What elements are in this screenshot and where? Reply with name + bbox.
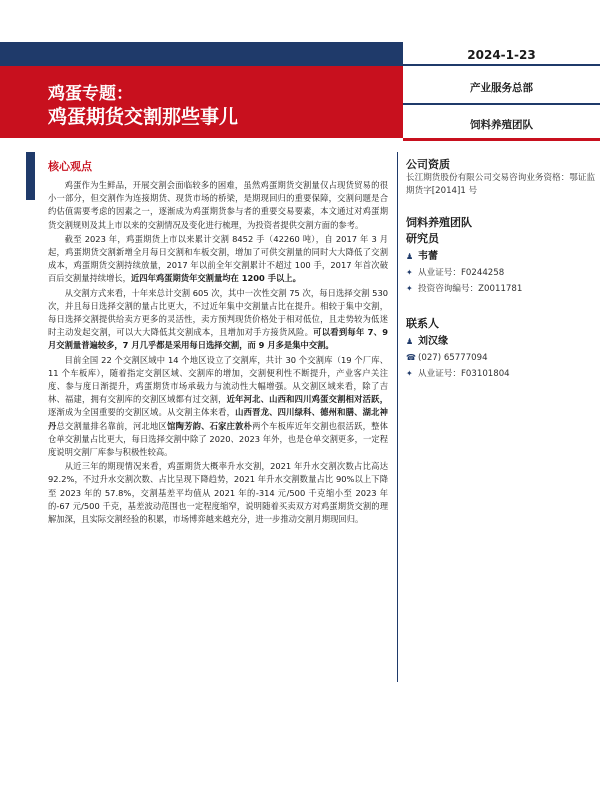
- person-icon: ♟: [406, 337, 414, 346]
- paragraph-2: 截至 2023 年，鸡蛋期货上市以来累计交割 8452 手（42260 吨），自 2017 年 3 月起，鸡蛋期货交割新增全月每日交割和车板交割，增加了可供交割量的同时大大降低了交割成本，鸡蛋期货交割持续放量，2017 年以前全年交割累计不超过 100 手，2017 年首次破百后交割量持续增长，近四年鸡蛋期货年交割量均在 1200 手以上。: [48, 233, 388, 284]
- company-heading: 公司资质: [406, 158, 450, 171]
- report-date: 2024-1-23: [467, 48, 536, 62]
- paragraph-4: 目前全国 22 个交割区域中 14 个地区设立了交割库，共计 30 个交割库（19 个厂库、11 个车板库），随着指定交割区域、交割库的增加，交割便利性不断提升，产业客户关注度、参与度日渐提升，鸡蛋期货市场承载力与流动性大幅增强。从交割区域来看，除了吉林、福建，拥有交割库的交割区域都有过交割，近年河北、山西和四川鸡蛋交割相对活跃，逐渐成为全国重要的交割区域。从交割主体来看，山西晋龙、四川绿科、德州和膳、湖北神丹总交割量排名靠前，河北地区馆陶芳韵、石家庄敦朴两个车板库近年交割也很活跃，整体仓单交割量占比更大，每日选择交割中除了 2020、2023 年外，也是仓单交割更多，一定程度说明交割厂库参与积极性较高。: [48, 354, 388, 458]
- contact-heading: 联系人: [406, 317, 439, 330]
- core-view-heading: 核心观点: [48, 160, 92, 173]
- researcher-license: ✦ 从业证号：F0244258: [406, 265, 596, 281]
- report-title-line2: 鸡蛋期货交割那些事儿: [48, 106, 239, 128]
- company-qualification: 长江期货股份有限公司交易咨询业务资格：鄂证监期货字[2014]1 号: [406, 173, 596, 196]
- report-title-line1: 鸡蛋专题：: [48, 84, 133, 104]
- header-divider: [403, 103, 600, 105]
- department-label: 产业服务总部: [470, 82, 533, 94]
- bullet-icon: ✦: [406, 268, 413, 277]
- paragraph-5: 从近三年的期现情况来看，鸡蛋期货大概率升水交割，2021 年升水交割次数占比高达 92.2%，不过升水交割次数、占比呈现下降趋势，2021 年升水交割数量占比 90%以上下降至 2023 年的 57.8%，交割基差平均值从 2021 年的-314 元/500 千克缩小至 2023 年的-67 元/500 千克，基差波动范围也一定程度缩窄，说明随着买卖双方对鸡蛋期货交割的理解加深，且实际交割经验的积累，市场博弈越来越充分，进一步推动交割月期现回归。: [48, 461, 388, 525]
- contact-phone: ☎ (027) 65777094: [406, 350, 596, 366]
- researcher-heading: 研究员: [406, 232, 439, 245]
- researcher-advisory: ✦ 投资咨询编号：Z0011781: [406, 281, 596, 297]
- researcher-name: ♟ 韦蕾: [406, 249, 596, 265]
- bullet-icon: ✦: [406, 369, 413, 378]
- contact-name: ♟ 刘汉缘: [406, 334, 596, 350]
- header-top-bar: [0, 42, 403, 66]
- sidebar-info: [406, 156, 596, 382]
- side-accent-bar: [26, 152, 35, 200]
- header-red-divider: [403, 138, 600, 141]
- header-top-line: [403, 64, 600, 66]
- paragraph-1: 鸡蛋作为生鲜品，开展交割会面临较多的困难，虽然鸡蛋期货交割量仅占现货贸易的很小一部分，但交割作为连接期货、现货市场的桥梁，是期现回归的重要保障，交割问题是合约估值需要考虑的因素之一，逐渐成为鸡蛋期货参与者的重要交易要素，本文通过对鸡蛋期货交割规则及其上市以来的交割情况及变化进行梳理，为投资者提供交割方面的参考。: [48, 180, 388, 230]
- team-label: 饲料养殖团队: [470, 119, 533, 131]
- column-divider: [397, 152, 398, 682]
- core-view-section: [48, 158, 388, 527]
- paragraph-3: 从交割方式来看，十年来总计交割 605 次，其中一次性交割 75 次，每日选择交割 530 次，并且每日选择交割的量占比更大，不过近年集中交割量占比在提升。相较于集中交割，每日选择交割提供给卖方更多的灵活性，卖方预判现货价格处于相对低位，且走势较为低迷时主动发起交割，可以大大降低其交割成本，且增加对手方接货风险。可以看到每年 7、9 月交割量普遍较多，7 月几乎都是采用每日选择交割，而 9 月多是集中交割。: [48, 287, 388, 351]
- person-icon: ♟: [406, 252, 414, 261]
- team-heading: 饲料养殖团队: [406, 216, 472, 229]
- phone-icon: ☎: [406, 353, 416, 362]
- bullet-icon: ✦: [406, 284, 413, 293]
- contact-license: ✦ 从业证号：F03101804: [406, 366, 596, 382]
